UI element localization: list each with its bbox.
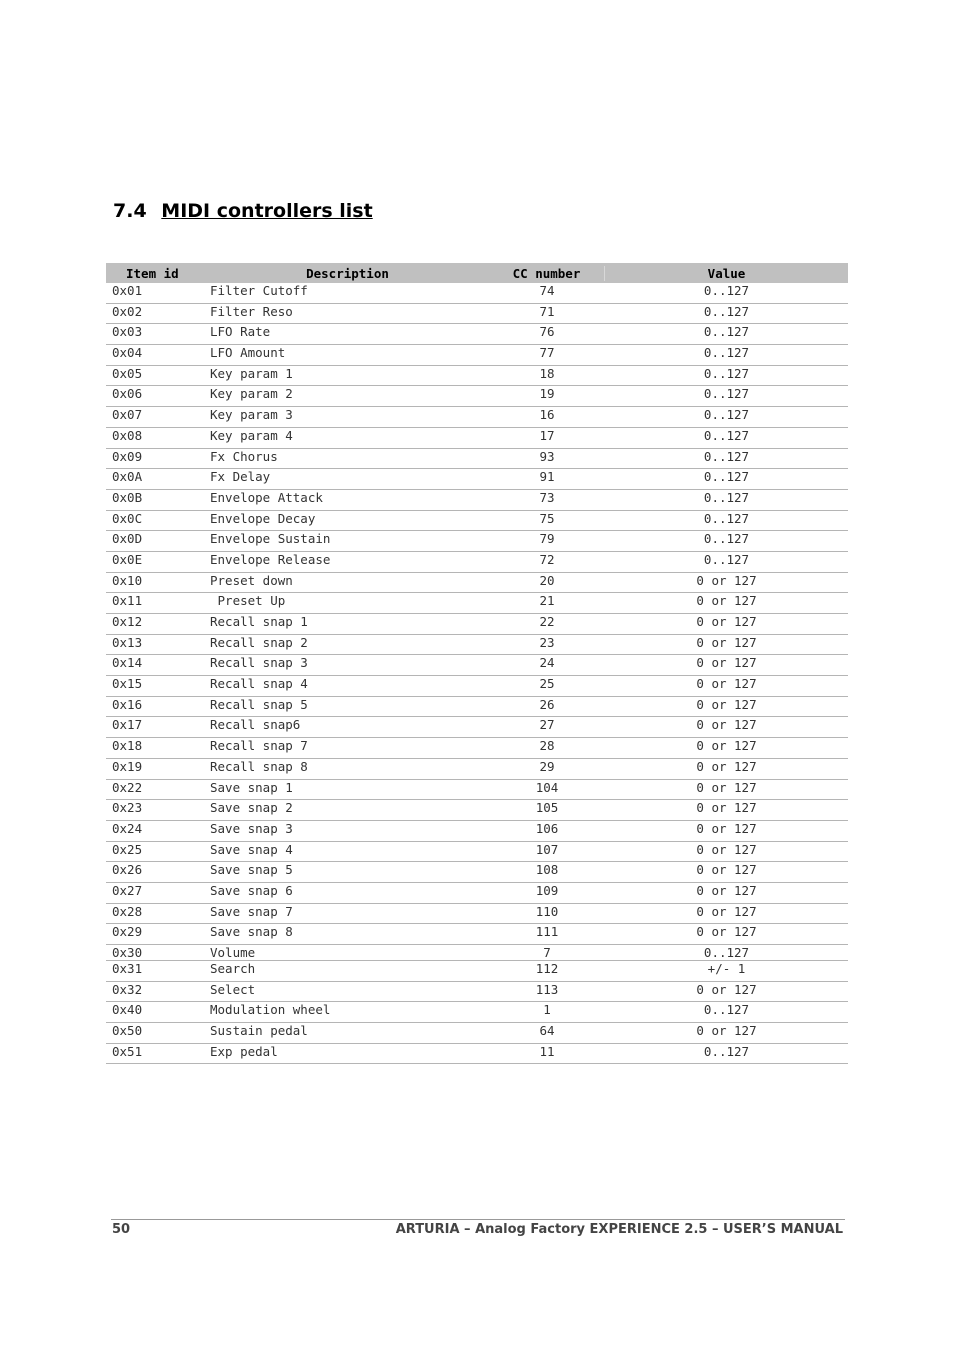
table-row <box>106 490 848 511</box>
table-row <box>106 961 848 982</box>
cell-description: Save snap 6 <box>210 882 293 898</box>
cell-cc-number: 109 <box>535 882 559 898</box>
cell-cc-number: 77 <box>539 345 555 361</box>
footer-divider <box>111 1219 845 1220</box>
cell-cc-number: 11 <box>539 1043 555 1059</box>
footer-title: ARTURIA – Analog Factory EXPERIENCE 2.5 – USER’S MANUAL <box>395 1222 843 1237</box>
cell-value: 0 or 127 <box>696 717 757 733</box>
cell-value: 0 or 127 <box>696 841 757 857</box>
cell-description: Fx Chorus <box>210 448 278 464</box>
cell-description: Recall snap 3 <box>210 655 308 671</box>
cell-cc-number: 26 <box>539 696 555 712</box>
cell-cc-number: 112 <box>535 961 559 976</box>
cell-item-id: 0x31 <box>112 961 143 976</box>
cell-item-id: 0x06 <box>112 386 143 402</box>
cell-item-id: 0x0D <box>112 531 143 547</box>
cell-value: 0..127 <box>703 407 750 423</box>
table-row <box>106 1002 848 1023</box>
cell-cc-number: 24 <box>539 655 555 671</box>
cell-description: LFO Amount <box>210 345 286 361</box>
cell-item-id: 0x25 <box>112 841 143 857</box>
table-row <box>106 469 848 490</box>
table-row <box>106 759 848 780</box>
cell-cc-number: 21 <box>539 593 555 609</box>
cell-description: Recall snap6 <box>210 717 301 733</box>
cell-item-id: 0x12 <box>112 614 143 629</box>
cell-description: Envelope Decay <box>210 510 316 526</box>
table-row <box>106 573 848 594</box>
cell-value: 0..127 <box>703 365 750 381</box>
cell-description: Filter Cutoff <box>210 283 308 298</box>
cell-cc-number: 111 <box>535 924 559 940</box>
cell-cc-number: 16 <box>539 407 555 423</box>
cell-item-id: 0x0B <box>112 489 143 505</box>
cell-value: 0 or 127 <box>696 1023 757 1039</box>
header-description: Description <box>306 265 389 281</box>
table-row <box>106 366 848 387</box>
cell-item-id: 0x0A <box>112 469 143 485</box>
cell-item-id: 0x0E <box>112 551 143 567</box>
cell-cc-number: 73 <box>539 489 555 505</box>
table-row <box>106 842 848 863</box>
cell-item-id: 0x11 <box>112 593 143 609</box>
cell-item-id: 0x19 <box>112 758 143 774</box>
table-row <box>106 531 848 552</box>
table-row <box>106 324 848 345</box>
cell-item-id: 0x40 <box>112 1002 143 1018</box>
cell-description: Preset Up <box>210 593 286 609</box>
cell-value: 0..127 <box>703 345 750 361</box>
cell-cc-number: 18 <box>539 365 555 381</box>
cell-description: Save snap 2 <box>210 800 293 816</box>
cell-description: Sustain pedal <box>210 1023 308 1039</box>
cell-cc-number: 1 <box>543 1002 551 1018</box>
header-cc-number: CC number <box>489 266 605 281</box>
cell-value: 0..127 <box>703 551 750 567</box>
cell-item-id: 0x29 <box>112 924 143 940</box>
cell-cc-number: 28 <box>539 738 555 754</box>
cell-item-id: 0x18 <box>112 738 143 754</box>
cell-cc-number: 64 <box>539 1023 555 1039</box>
cell-description: Save snap 4 <box>210 841 293 857</box>
table-row <box>106 800 848 821</box>
cell-description: Envelope Sustain <box>210 531 331 547</box>
cell-value: 0 or 127 <box>696 593 757 609</box>
table-row <box>106 862 848 883</box>
cell-description: Recall snap 7 <box>210 738 308 754</box>
cell-item-id: 0x22 <box>112 779 143 795</box>
cell-value: 0 or 127 <box>696 634 757 650</box>
cell-value: 0..127 <box>703 489 750 505</box>
cell-item-id: 0x24 <box>112 820 143 836</box>
cell-description: Envelope Attack <box>210 489 323 505</box>
section-number: 7.4 <box>113 200 147 222</box>
cell-value: 0..127 <box>703 1043 750 1059</box>
cell-item-id: 0x10 <box>112 572 143 588</box>
cell-cc-number: 110 <box>535 903 559 919</box>
table-row <box>106 386 848 407</box>
cell-description: Recall snap 1 <box>210 614 308 629</box>
table-row <box>106 982 848 1003</box>
cell-item-id: 0x16 <box>112 696 143 712</box>
table-row <box>106 717 848 738</box>
table-row <box>106 614 848 635</box>
cell-cc-number: 91 <box>539 469 555 485</box>
cell-value: 0 or 127 <box>696 882 757 898</box>
cell-description: Recall snap 4 <box>210 676 308 692</box>
table-header <box>106 263 848 283</box>
cell-value: 0..127 <box>703 531 750 547</box>
cell-value: 0..127 <box>703 945 750 960</box>
cell-cc-number: 23 <box>539 634 555 650</box>
cell-cc-number: 93 <box>539 448 555 464</box>
cell-description: Envelope Release <box>210 551 331 567</box>
table-row <box>106 676 848 697</box>
cell-cc-number: 19 <box>539 386 555 402</box>
table-row <box>106 304 848 325</box>
cell-cc-number: 79 <box>539 531 555 547</box>
table-row <box>106 283 848 304</box>
cell-item-id: 0x0C <box>112 510 143 526</box>
cell-item-id: 0x50 <box>112 1023 143 1039</box>
table-row <box>106 945 848 961</box>
cell-value: 0..127 <box>703 510 750 526</box>
cell-value: 0..127 <box>703 469 750 485</box>
cell-cc-number: 71 <box>539 303 555 319</box>
cell-cc-number: 20 <box>539 572 555 588</box>
cell-cc-number: 25 <box>539 676 555 692</box>
table-row <box>106 428 848 449</box>
cell-item-id: 0x08 <box>112 427 143 443</box>
cell-value: 0 or 127 <box>696 655 757 671</box>
cell-item-id: 0x04 <box>112 345 143 361</box>
table-body <box>106 283 848 1064</box>
cell-description: Recall snap 2 <box>210 634 308 650</box>
cell-cc-number: 107 <box>535 841 559 857</box>
cell-item-id: 0x17 <box>112 717 143 733</box>
cell-item-id: 0x51 <box>112 1043 143 1059</box>
table-row <box>106 552 848 573</box>
cell-item-id: 0x14 <box>112 655 143 671</box>
section-heading <box>113 200 373 222</box>
cell-value: 0..127 <box>703 386 750 402</box>
cell-value: 0 or 127 <box>696 862 757 878</box>
cell-value: 0..127 <box>703 448 750 464</box>
table-row <box>106 593 848 614</box>
cell-cc-number: 27 <box>539 717 555 733</box>
cell-value: 0 or 127 <box>696 924 757 940</box>
table-row <box>106 924 848 945</box>
cell-description: Key param 2 <box>210 386 293 402</box>
cell-item-id: 0x28 <box>112 903 143 919</box>
cell-cc-number: 22 <box>539 614 555 629</box>
cell-item-id: 0x30 <box>112 945 143 960</box>
cell-value: 0 or 127 <box>696 696 757 712</box>
section-title: MIDI controllers list <box>161 200 373 222</box>
cell-item-id: 0x07 <box>112 407 143 423</box>
cell-description: Save snap 5 <box>210 862 293 878</box>
cell-value: 0 or 127 <box>696 820 757 836</box>
cell-item-id: 0x26 <box>112 862 143 878</box>
cell-cc-number: 113 <box>535 981 559 997</box>
cell-item-id: 0x15 <box>112 676 143 692</box>
table-row <box>106 449 848 470</box>
cell-cc-number: 76 <box>539 324 555 340</box>
table-row <box>106 738 848 759</box>
cell-value: +/- 1 <box>707 961 746 976</box>
table-row <box>106 1044 848 1065</box>
cell-description: Save snap 3 <box>210 820 293 836</box>
cell-description: LFO Rate <box>210 324 271 340</box>
table-row <box>106 345 848 366</box>
table-row <box>106 697 848 718</box>
cell-description: Save snap 7 <box>210 903 293 919</box>
cell-description: Save snap 8 <box>210 924 293 940</box>
cell-item-id: 0x01 <box>112 283 143 298</box>
table-row <box>106 655 848 676</box>
cell-description: Key param 3 <box>210 407 293 423</box>
cell-value: 0 or 127 <box>696 800 757 816</box>
page-number: 50 <box>112 1222 131 1237</box>
cell-cc-number: 104 <box>535 779 559 795</box>
table-row <box>106 635 848 656</box>
table-row <box>106 407 848 428</box>
cell-item-id: 0x02 <box>112 303 143 319</box>
midi-controllers-table <box>106 263 848 1064</box>
cell-value: 0..127 <box>703 303 750 319</box>
table-row <box>106 883 848 904</box>
cell-description: Key param 4 <box>210 427 293 443</box>
table-row <box>106 511 848 532</box>
cell-item-id: 0x23 <box>112 800 143 816</box>
header-item-id: Item id <box>126 265 179 281</box>
cell-description: Select <box>210 981 256 997</box>
cell-description: Modulation wheel <box>210 1002 331 1018</box>
cell-description: Filter Reso <box>210 303 293 319</box>
cell-description: Recall snap 8 <box>210 758 308 774</box>
cell-item-id: 0x09 <box>112 448 143 464</box>
cell-value: 0 or 127 <box>696 738 757 754</box>
cell-description: Exp pedal <box>210 1043 278 1059</box>
cell-description: Recall snap 5 <box>210 696 308 712</box>
cell-value: 0..127 <box>703 324 750 340</box>
cell-cc-number: 74 <box>539 283 555 298</box>
cell-description: Search <box>210 961 256 976</box>
cell-description: Key param 1 <box>210 365 293 381</box>
cell-value: 0..127 <box>703 427 750 443</box>
cell-value: 0 or 127 <box>696 614 757 629</box>
cell-value: 0 or 127 <box>696 758 757 774</box>
cell-value: 0..127 <box>703 1002 750 1018</box>
cell-value: 0 or 127 <box>696 779 757 795</box>
cell-description: Save snap 1 <box>210 779 293 795</box>
cell-value: 0..127 <box>703 283 750 298</box>
cell-cc-number: 72 <box>539 551 555 567</box>
cell-cc-number: 7 <box>543 945 551 960</box>
table-row <box>106 780 848 801</box>
cell-cc-number: 105 <box>535 800 559 816</box>
table-row <box>106 1023 848 1044</box>
cell-description: Fx Delay <box>210 469 271 485</box>
table-row <box>106 821 848 842</box>
cell-item-id: 0x32 <box>112 981 143 997</box>
cell-value: 0 or 127 <box>696 676 757 692</box>
cell-cc-number: 75 <box>539 510 555 526</box>
cell-cc-number: 108 <box>535 862 559 878</box>
cell-cc-number: 106 <box>535 820 559 836</box>
cell-item-id: 0x27 <box>112 882 143 898</box>
cell-cc-number: 29 <box>539 758 555 774</box>
cell-item-id: 0x05 <box>112 365 143 381</box>
cell-value: 0 or 127 <box>696 572 757 588</box>
cell-value: 0 or 127 <box>696 903 757 919</box>
cell-cc-number: 17 <box>539 427 555 443</box>
cell-item-id: 0x03 <box>112 324 143 340</box>
cell-item-id: 0x13 <box>112 634 143 650</box>
header-value: Value <box>707 265 746 281</box>
cell-description: Preset down <box>210 572 293 588</box>
cell-description: Volume <box>210 945 256 960</box>
table-row <box>106 904 848 925</box>
cell-value: 0 or 127 <box>696 981 757 997</box>
